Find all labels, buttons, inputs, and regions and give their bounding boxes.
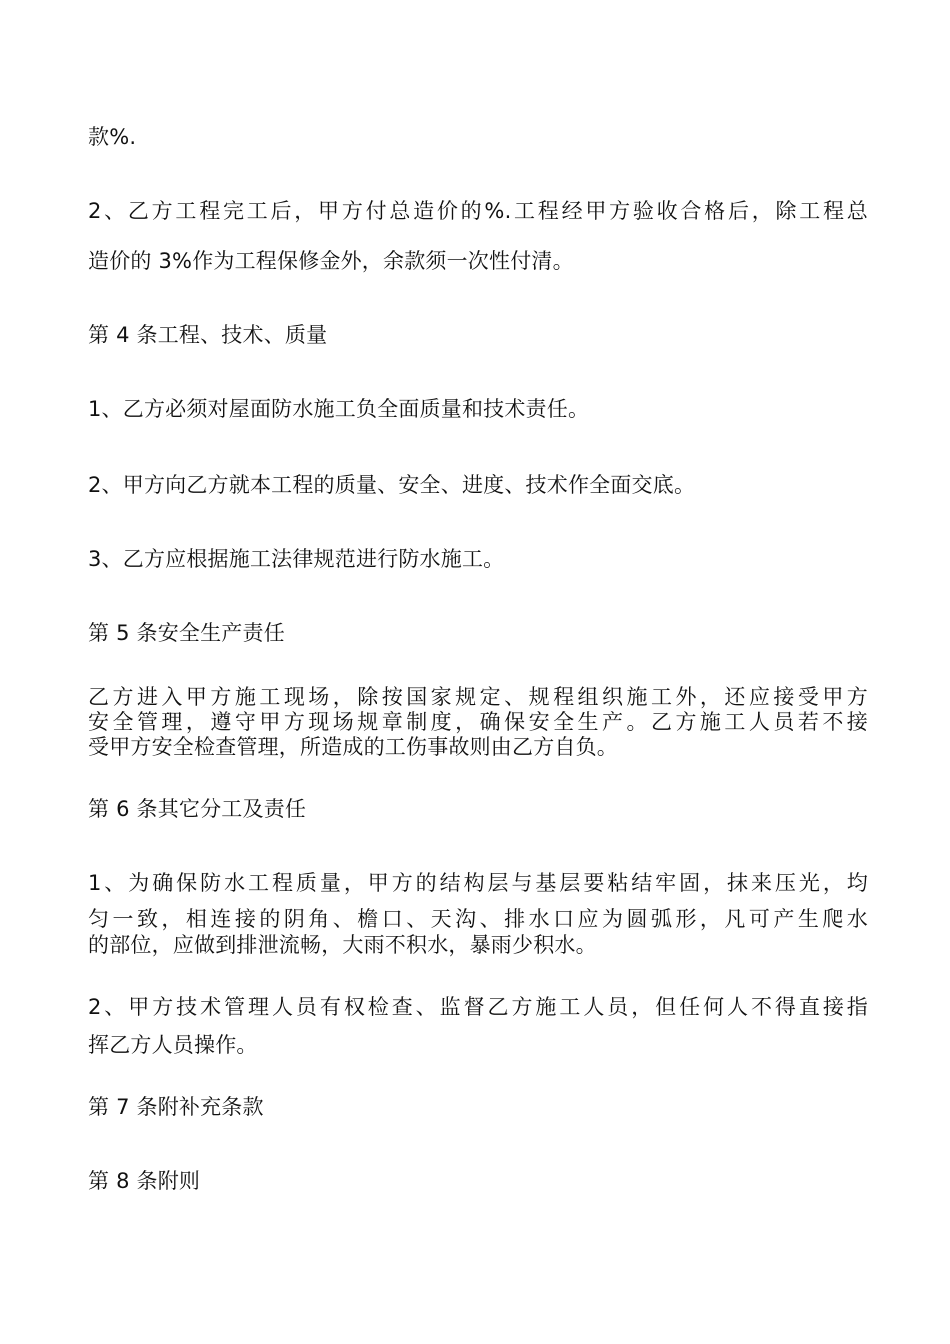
section-heading: 第 8 条附则 [88, 1169, 201, 1193]
text-line: 3、乙方应根据施工法律规范进行防水施工。 [88, 547, 505, 571]
text-line: 2、乙方工程完工后，甲方付总造价的%.工程经甲方验收合格后，除工程总 [88, 199, 868, 223]
text-line: 挥乙方人员操作。 [88, 1033, 258, 1057]
text-line: 受甲方安全检查管理，所造成的工伤事故则由乙方自负。 [88, 735, 618, 759]
section-heading: 第 6 条其它分工及责任 [88, 797, 307, 821]
text-line: 款%. [88, 125, 137, 149]
text-line: 乙方进入甲方施工现场，除按国家规定、规程组织施工外，还应接受甲方 [88, 685, 868, 709]
section-heading: 第 4 条工程、技术、质量 [88, 323, 328, 347]
text-line: 1、为确保防水工程质量，甲方的结构层与基层要粘结牢固，抹来压光，均 [88, 871, 868, 895]
text-line: 的部位，应做到排泄流畅，大雨不积水，暴雨少积水。 [88, 933, 597, 957]
text-line: 2、甲方技术管理人员有权检查、监督乙方施工人员，但任何人不得直接指 [88, 995, 868, 1019]
text-line: 2、甲方向乙方就本工程的质量、安全、进度、技术作全面交底。 [88, 473, 696, 497]
text-line: 安全管理，遵守甲方现场规章制度，确保安全生产。乙方施工人员若不接 [88, 710, 868, 734]
text-line: 匀一致，相连接的阴角、檐口、天沟、排水口应为圆弧形，凡可产生爬水 [88, 907, 868, 931]
section-heading: 第 5 条安全生产责任 [88, 621, 285, 645]
text-line: 造价的 3%作为工程保修金外，余款须一次性付清。 [88, 249, 574, 273]
section-heading: 第 7 条附补充条款 [88, 1095, 264, 1119]
text-line: 1、乙方必须对屋面防水施工负全面质量和技术责任。 [88, 397, 590, 421]
